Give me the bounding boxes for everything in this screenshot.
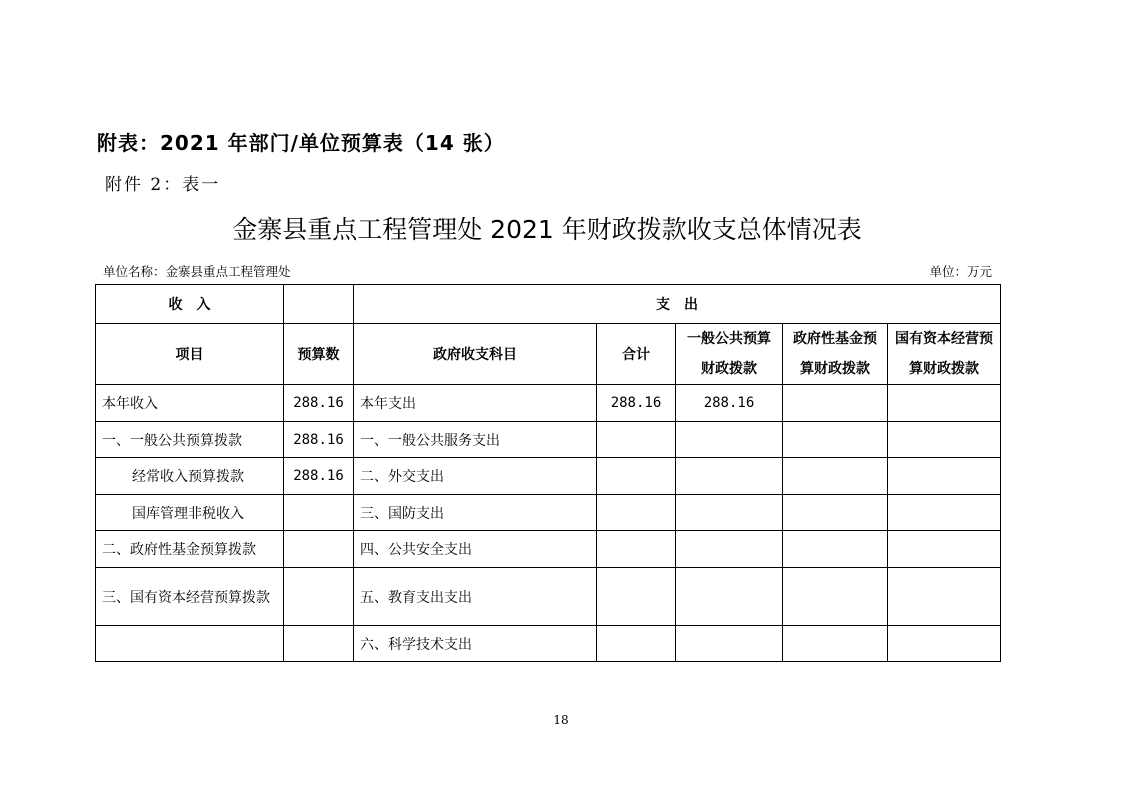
- row-amount: 288.16: [284, 385, 354, 422]
- row-amount: [284, 626, 354, 662]
- table-row: [96, 495, 1001, 531]
- row-general: [676, 531, 783, 568]
- row-fund: [783, 626, 888, 662]
- table-row: [96, 568, 1001, 626]
- row-general: [676, 495, 783, 531]
- row-subject: 六、科学技术支出: [354, 626, 597, 662]
- unit-name-label: 单位名称：金寨县重点工程管理处: [103, 264, 291, 279]
- row-general: [676, 568, 783, 626]
- column-header-item: 项目: [96, 324, 284, 385]
- row-total: [597, 422, 676, 458]
- row-fund: [783, 531, 888, 568]
- row-capital: [888, 568, 1001, 626]
- row-amount: [284, 495, 354, 531]
- page-number: 18: [553, 713, 569, 727]
- column-header-budget-amount: 预算数: [284, 324, 354, 385]
- row-amount: [284, 568, 354, 626]
- row-item: 一、一般公共预算拨款: [96, 422, 284, 458]
- appendix-title: 附表：2021 年部门/单位预算表（14 张）: [97, 131, 505, 155]
- row-amount: 288.16: [284, 422, 354, 458]
- row-item: 三、国有资本经营预算拨款: [96, 568, 284, 626]
- income-section-spacer: [284, 285, 354, 324]
- row-amount: 288.16: [284, 458, 354, 495]
- row-general: [676, 626, 783, 662]
- table-column-header-row: [96, 324, 1001, 385]
- attachment-label: 附件 2：表一: [105, 175, 221, 195]
- table-row: [96, 385, 1001, 422]
- row-capital: [888, 458, 1001, 495]
- row-fund: [783, 495, 888, 531]
- row-subject: 四、公共安全支出: [354, 531, 597, 568]
- row-capital: [888, 531, 1001, 568]
- row-total: 288.16: [597, 385, 676, 422]
- row-item: 二、政府性基金预算拨款: [96, 531, 284, 568]
- row-general: [676, 422, 783, 458]
- row-total: [597, 495, 676, 531]
- row-general: 288.16: [676, 385, 783, 422]
- row-item: 本年收入: [96, 385, 284, 422]
- row-total: [597, 458, 676, 495]
- row-capital: [888, 385, 1001, 422]
- budget-table: [95, 284, 1001, 662]
- page-title: 金寨县重点工程管理处 2021 年财政拨款收支总体情况表: [232, 215, 862, 244]
- row-total: [597, 626, 676, 662]
- row-fund: [783, 422, 888, 458]
- row-amount: [284, 531, 354, 568]
- row-fund: [783, 458, 888, 495]
- table-section-header-row: [96, 285, 1001, 324]
- row-subject: 五、教育支出支出: [354, 568, 597, 626]
- row-capital: [888, 495, 1001, 531]
- unit-currency-label: 单位：万元: [929, 264, 992, 279]
- table-row: [96, 422, 1001, 458]
- table-row: [96, 458, 1001, 495]
- row-general: [676, 458, 783, 495]
- column-header-general-public-budget: 一般公共预算财政拨款: [676, 324, 783, 385]
- row-subject: 二、外交支出: [354, 458, 597, 495]
- row-subject: 三、国防支出: [354, 495, 597, 531]
- column-header-gov-fund-budget: 政府性基金预算财政拨款: [783, 324, 888, 385]
- row-fund: [783, 568, 888, 626]
- income-section-header: 收 入: [96, 285, 284, 324]
- row-subject: 一、一般公共服务支出: [354, 422, 597, 458]
- row-item: [96, 626, 284, 662]
- row-subject: 本年支出: [354, 385, 597, 422]
- column-header-total: 合计: [597, 324, 676, 385]
- column-header-gov-subject: 政府收支科目: [354, 324, 597, 385]
- expense-section-header: 支 出: [354, 285, 1001, 324]
- row-capital: [888, 422, 1001, 458]
- row-item: 国库管理非税收入: [96, 495, 284, 531]
- row-total: [597, 568, 676, 626]
- table-row: [96, 626, 1001, 662]
- row-capital: [888, 626, 1001, 662]
- table-row: [96, 531, 1001, 568]
- row-fund: [783, 385, 888, 422]
- row-total: [597, 531, 676, 568]
- column-header-state-capital-budget: 国有资本经营预算财政拨款: [888, 324, 1001, 385]
- row-item: 经常收入预算拨款: [96, 458, 284, 495]
